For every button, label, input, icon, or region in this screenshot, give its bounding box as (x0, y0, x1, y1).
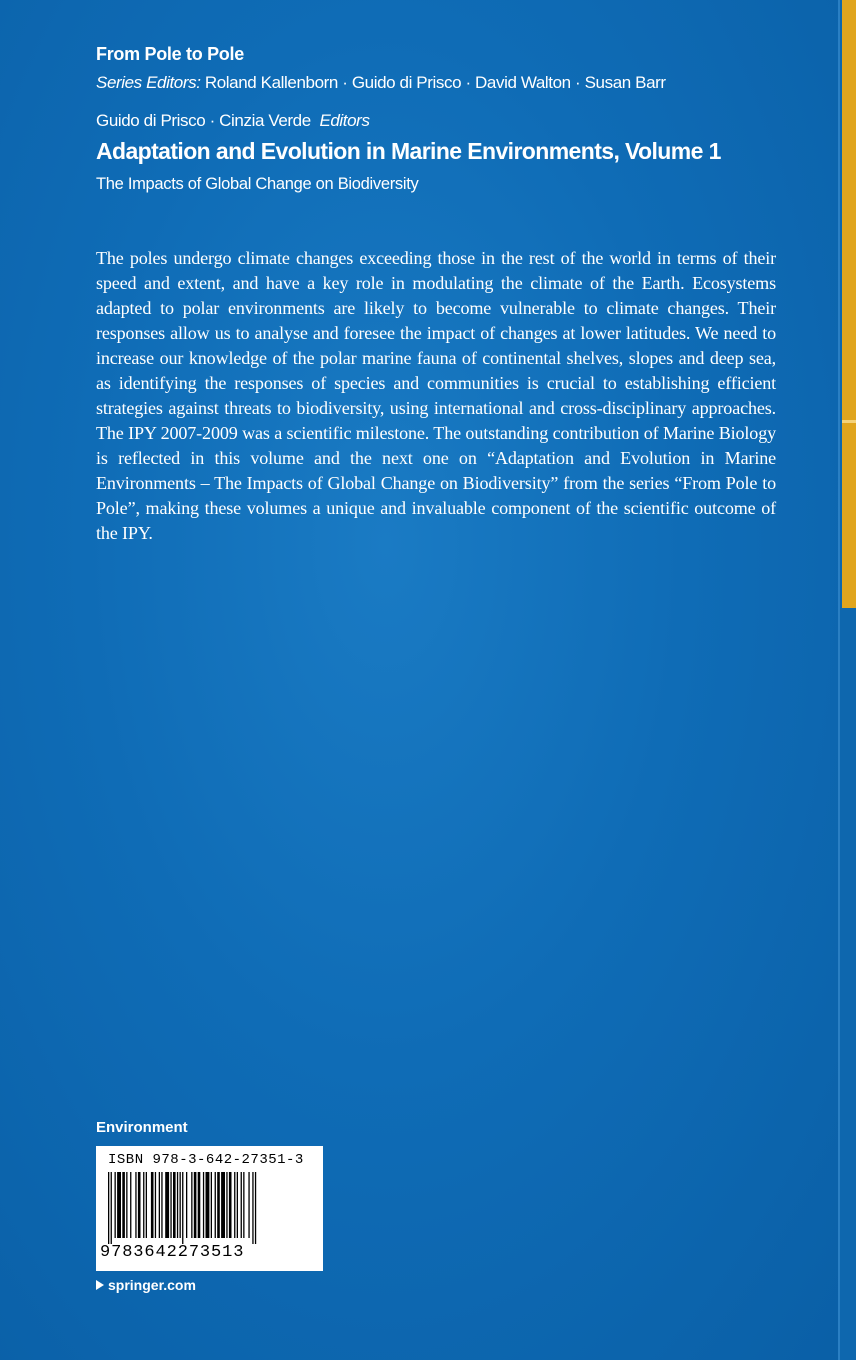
barcode-bar (159, 1172, 160, 1238)
barcode-bar (122, 1172, 125, 1238)
barcode-bar (138, 1172, 141, 1238)
barcode-bar (115, 1172, 116, 1238)
book-title: Adaptation and Evolution in Marine Environments, Volume 1 (96, 138, 721, 164)
barcode-bar (203, 1172, 204, 1238)
barcode-bar (151, 1172, 154, 1238)
subject-category: Environment (96, 1119, 188, 1136)
barcode-bar (221, 1172, 225, 1238)
isbn-label: ISBN 978-3-642-27351-3 (108, 1152, 304, 1168)
barcode-bar (211, 1172, 212, 1238)
barcode-bar (234, 1172, 235, 1238)
barcode-bar (186, 1172, 187, 1238)
barcode-bar (226, 1172, 227, 1238)
barcode-bar (135, 1172, 136, 1238)
publisher-link[interactable] (96, 1277, 196, 1293)
series-editors-label: Series Editors: (96, 73, 201, 92)
barcode-bar (255, 1172, 256, 1244)
book-description: The poles undergo climate changes exceeding those in the rest of the world in terms of their speed and extent, and have a key role in modulating the climate of the Earth. Ecosystems adapted to polar environments are likely to become vulnerable to climate changes. Their responses allow us to analyse and foresee the impact of changes at lower latitudes. We need to increase our knowledge of the polar marine fauna of continental shelves, slopes and deep sea, as identifying the responses of species and communities is crucial to establishing efficient strategies against threats to biodiversity, using international and cross-disciplinary approaches. The IPY 2007-2009 was a scientific milestone. The outstanding contribution of Marine Biology is reflected in this volume and the next one on “Adaptation and Evolution in Marine Environments – The Impacts of Global Change on Biodiversity” from the series “From Pole to Pole”, making these volumes a unique and invaluable component of the scientific outcome of the IPY. (96, 248, 776, 543)
barcode-bar (243, 1172, 244, 1238)
barcode-bar (170, 1172, 171, 1238)
barcode-bar (248, 1172, 249, 1238)
spine-accent-tick (842, 420, 856, 423)
barcode-bar (155, 1172, 156, 1238)
barcode-bar (215, 1172, 216, 1238)
spine-accent-bar (842, 0, 856, 608)
barcode-bar (237, 1172, 238, 1238)
barcode-digits: 9783642273513 (100, 1243, 245, 1262)
isbn-barcode (96, 1146, 323, 1271)
barcode-bar (241, 1172, 242, 1238)
series-editors-names: Roland Kallenborn · Guido di Prisco · David Walton · Susan Barr (204, 73, 666, 92)
barcode-bar (191, 1172, 192, 1238)
barcode-bar (165, 1172, 169, 1238)
barcode-bar (229, 1172, 232, 1238)
barcode-bar (117, 1172, 121, 1238)
book-editors-names: Guido di Prisco · Cinzia Verde (96, 111, 311, 130)
spine-fold-line (838, 0, 840, 1360)
barcode-bar (126, 1172, 127, 1238)
publisher-website[interactable]: springer.com (108, 1277, 196, 1293)
arrow-right-icon (96, 1280, 104, 1290)
book-editors (96, 111, 370, 131)
barcode-bar (206, 1172, 210, 1238)
barcode-bar (161, 1172, 162, 1238)
barcode-bars (108, 1172, 311, 1244)
book-subtitle: The Impacts of Global Change on Biodiversity (96, 175, 419, 193)
barcode-bar (194, 1172, 197, 1238)
barcode-bar (108, 1172, 109, 1244)
barcode-bar (146, 1172, 147, 1238)
barcode-bar (180, 1172, 181, 1238)
series-editors (96, 73, 666, 93)
barcode-bar (173, 1172, 176, 1238)
barcode-bar (143, 1172, 144, 1238)
barcode-bar (198, 1172, 201, 1238)
book-editors-role: Editors (319, 111, 370, 130)
barcode-bar (252, 1172, 253, 1244)
barcode-bar (111, 1172, 112, 1244)
barcode-bar (217, 1172, 220, 1238)
barcode-bar (182, 1172, 183, 1244)
barcode-bar (177, 1172, 178, 1238)
series-name: From Pole to Pole (96, 44, 244, 64)
barcode-bar (130, 1172, 131, 1238)
